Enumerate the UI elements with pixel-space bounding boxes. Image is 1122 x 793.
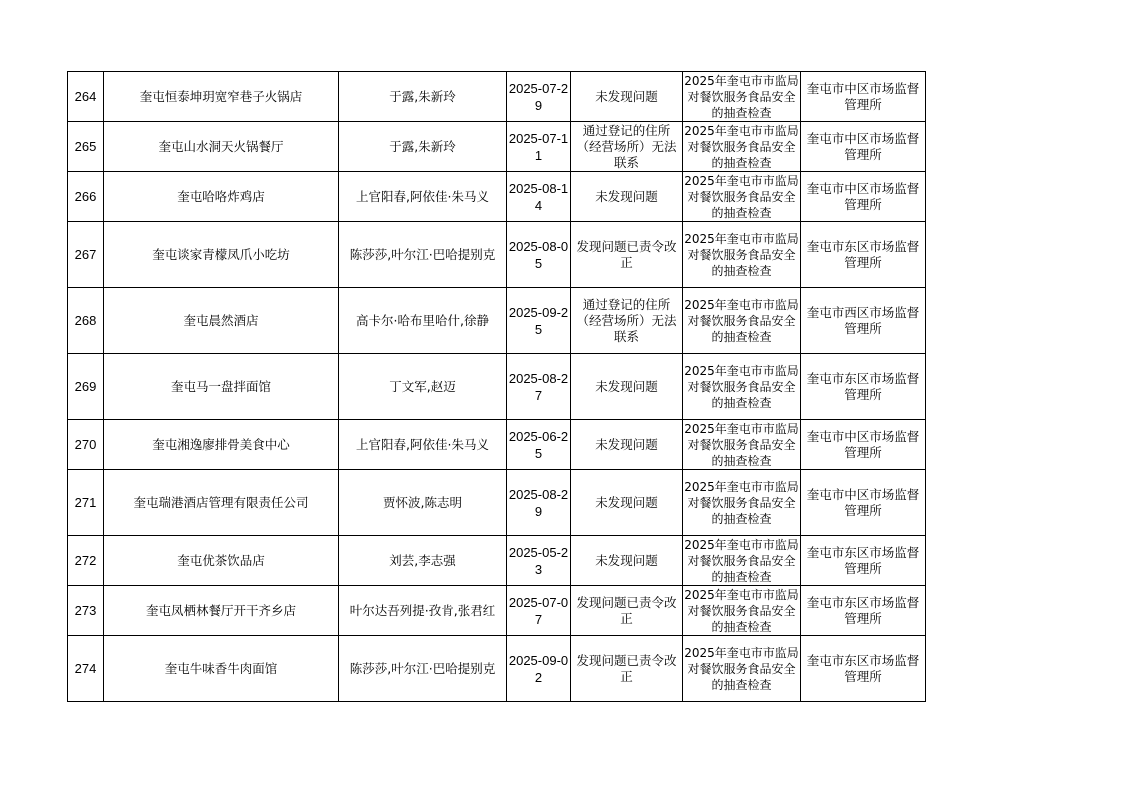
cell-inspectors: 于露,朱新玲: [339, 122, 507, 172]
cell-office: 奎屯市东区市场监督管理所: [801, 536, 926, 586]
cell-task: 2025年奎屯市市监局对餐饮服务食品安全的抽查检查: [683, 354, 801, 420]
cell-number: 266: [68, 172, 104, 222]
cell-task: 2025年奎屯市市监局对餐饮服务食品安全的抽查检查: [684, 587, 799, 634]
cell-business-name: 奎屯恒泰坤玥宽窄巷子火锅店: [104, 72, 339, 122]
cell-number: 271: [68, 470, 104, 536]
cell-result: 发现问题已责令改正: [571, 222, 683, 288]
table-row: [68, 288, 926, 354]
cell-number: 265: [68, 122, 104, 172]
cell-task: 2025年奎屯市市监局对餐饮服务食品安全的抽查检查: [683, 288, 801, 354]
cell-task: 2025年奎屯市市监局对餐饮服务食品安全的抽查检查: [684, 537, 799, 584]
table-row: [68, 636, 926, 702]
table-row: [68, 172, 926, 222]
cell-business-name: 奎屯晨然酒店: [104, 288, 339, 354]
cell-number: 270: [68, 420, 104, 470]
cell-inspectors: 上官阳春,阿依佳·朱马义: [339, 172, 507, 222]
cell-date: 2025-05-23: [507, 536, 571, 586]
table-body: [68, 72, 926, 702]
cell-result: 未发现问题: [571, 420, 683, 470]
cell-inspectors: 叶尔达吾列提·孜肯,张君红: [339, 586, 507, 636]
cell-inspectors: 上官阳春,阿依佳·朱马义: [339, 420, 507, 470]
cell-date: 2025-07-29: [507, 72, 571, 122]
cell-result: 未发现问题: [571, 536, 683, 586]
cell-inspectors: 刘芸,李志强: [339, 536, 507, 586]
cell-office: 奎屯市东区市场监督管理所: [801, 636, 926, 702]
cell-office: 奎屯市中区市场监督管理所: [801, 470, 926, 536]
cell-inspectors: 陈莎莎,叶尔江·巴哈提别克: [339, 636, 507, 702]
cell-number: 269: [68, 354, 104, 420]
cell-date: 2025-07-11: [507, 122, 571, 172]
cell-inspectors: 高卡尔·哈布里哈什,徐静: [339, 288, 507, 354]
cell-office: 奎屯市西区市场监督管理所: [801, 288, 926, 354]
cell-business-name: 奎屯凤栖林餐厅开干齐乡店: [104, 586, 339, 636]
cell-office: 奎屯市东区市场监督管理所: [801, 586, 926, 636]
cell-date: 2025-08-05: [507, 222, 571, 288]
cell-number: 272: [68, 536, 104, 586]
table-row: [68, 470, 926, 536]
cell-business-name: 奎屯牛味香牛肉面馆: [104, 636, 339, 702]
cell-date: 2025-08-27: [507, 354, 571, 420]
cell-result: 未发现问题: [571, 470, 683, 536]
table-row: [68, 536, 926, 586]
cell-number: 264: [68, 72, 104, 122]
cell-result: 未发现问题: [571, 72, 683, 122]
cell-task: 2025年奎屯市市监局对餐饮服务食品安全的抽查检查: [684, 73, 799, 120]
table-row: [68, 354, 926, 420]
cell-business-name: 奎屯瑞港酒店管理有限责任公司: [104, 470, 339, 536]
cell-result: 未发现问题: [571, 172, 683, 222]
table-row: [68, 222, 926, 288]
cell-business-name: 奎屯马一盘拌面馆: [104, 354, 339, 420]
cell-number: 267: [68, 222, 104, 288]
cell-number: 273: [68, 586, 104, 636]
cell-result: 未发现问题: [571, 354, 683, 420]
cell-date: 2025-06-25: [507, 420, 571, 470]
cell-task: 2025年奎屯市市监局对餐饮服务食品安全的抽查检查: [684, 421, 799, 468]
cell-date: 2025-08-29: [507, 470, 571, 536]
cell-task: 2025年奎屯市市监局对餐饮服务食品安全的抽查检查: [683, 470, 801, 536]
cell-business-name: 奎屯哈咯炸鸡店: [104, 172, 339, 222]
cell-date: 2025-07-07: [507, 586, 571, 636]
cell-office: 奎屯市中区市场监督管理所: [801, 420, 926, 470]
cell-business-name: 奎屯谈家青檬凤爪小吃坊: [104, 222, 339, 288]
cell-inspectors: 丁文军,赵迈: [339, 354, 507, 420]
cell-inspectors: 陈莎莎,叶尔江·巴哈提别克: [339, 222, 507, 288]
table-row: [68, 586, 926, 636]
cell-office: 奎屯市中区市场监督管理所: [801, 72, 926, 122]
cell-office: 奎屯市中区市场监督管理所: [801, 122, 926, 172]
cell-business-name: 奎屯山水洞天火锅餐厅: [104, 122, 339, 172]
cell-number: 268: [68, 288, 104, 354]
cell-business-name: 奎屯湘逸廖排骨美食中心: [104, 420, 339, 470]
cell-task: 2025年奎屯市市监局对餐饮服务食品安全的抽查检查: [684, 173, 799, 220]
cell-inspectors: 贾怀波,陈志明: [339, 470, 507, 536]
cell-business-name: 奎屯优茶饮品店: [104, 536, 339, 586]
cell-date: 2025-08-14: [507, 172, 571, 222]
cell-office: 奎屯市中区市场监督管理所: [801, 172, 926, 222]
cell-result: 通过登记的住所（经营场所）无法联系: [571, 288, 683, 354]
cell-result: 发现问题已责令改正: [571, 586, 683, 636]
cell-date: 2025-09-02: [507, 636, 571, 702]
cell-office: 奎屯市东区市场监督管理所: [801, 354, 926, 420]
table-row: [68, 420, 926, 470]
cell-task: 2025年奎屯市市监局对餐饮服务食品安全的抽查检查: [683, 636, 801, 702]
cell-date: 2025-09-25: [507, 288, 571, 354]
cell-number: 274: [68, 636, 104, 702]
cell-inspectors: 于露,朱新玲: [339, 72, 507, 122]
cell-task: 2025年奎屯市市监局对餐饮服务食品安全的抽查检查: [683, 222, 801, 288]
inspection-results-table: [67, 71, 926, 702]
cell-task: 2025年奎屯市市监局对餐饮服务食品安全的抽查检查: [684, 123, 799, 170]
table-row: [68, 72, 926, 122]
cell-office: 奎屯市东区市场监督管理所: [801, 222, 926, 288]
cell-result: 发现问题已责令改正: [571, 636, 683, 702]
cell-result: 通过登记的住所（经营场所）无法联系: [571, 122, 683, 172]
table-row: [68, 122, 926, 172]
